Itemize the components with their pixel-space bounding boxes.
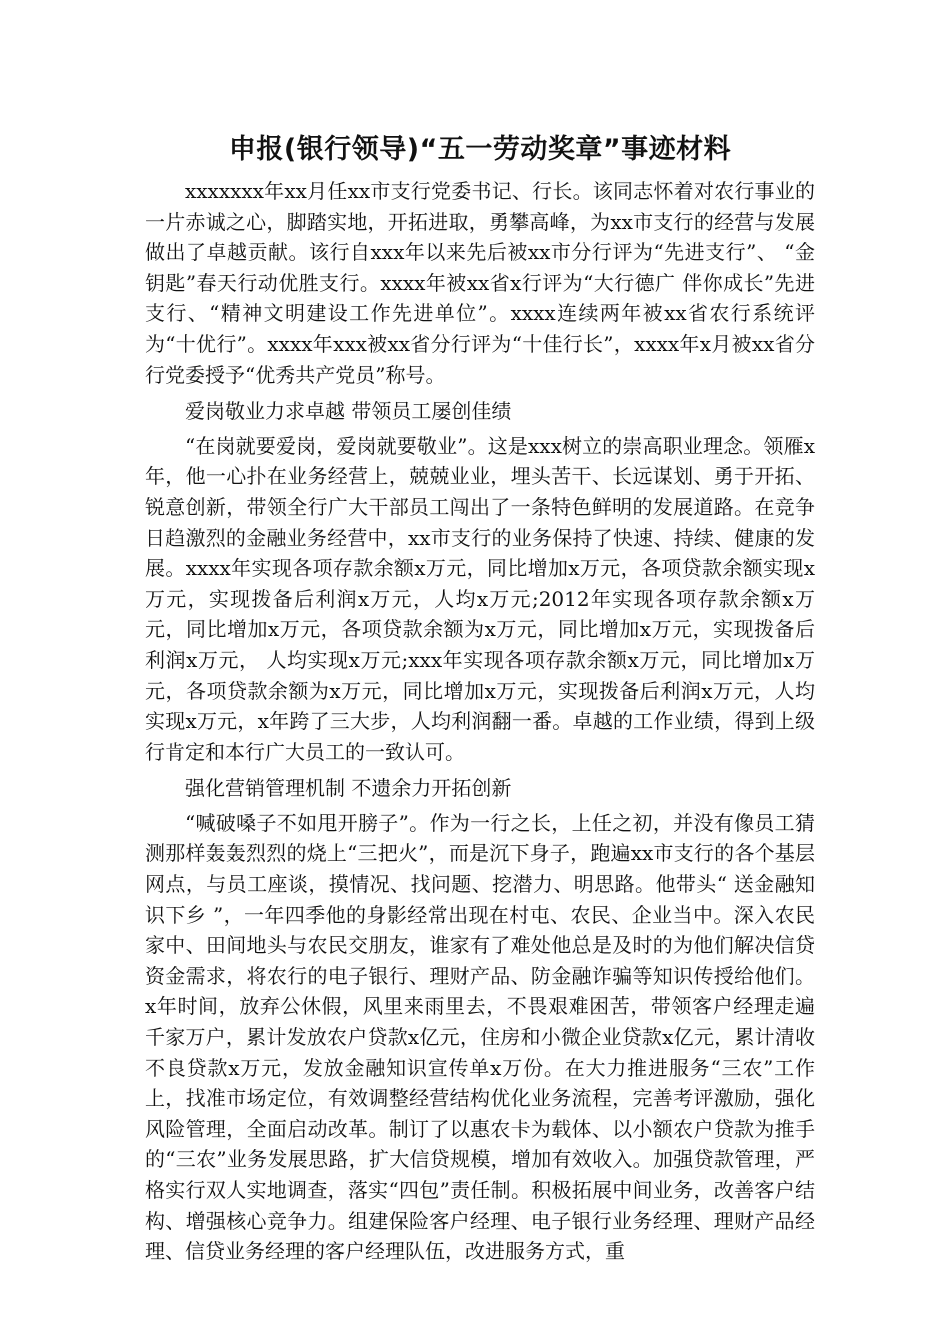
section-heading-1: 爱岗敬业力求卓越 带领员工屡创佳绩 [185,399,512,424]
section-heading-2: 强化营销管理机制 不遗余力开拓创新 [185,776,512,801]
document-page [145,128,815,1267]
section-body-2: “喊破嗓子不如甩开膀子”。作为一行之长，上任之初，并没有像员工猜测那样轰轰烈烈的烧上“三把火”，而是沉下身子，跑遍xx市支行的各个基层网点，与员工座谈，摸情况、找问题、挖潜力、明思路。他带头“ 送金融知识下乡 ”，一年四季他的身影经常出现在村屯、农民、企业当中。深入农民家中、田间地头与农民交朋友，谁家有了难处他总是及时的为他们解决信贷资金需求，将农行的电子银行、理财产品、防金融诈骗等知识传授给他们。x年时间，放弃公休假，风里来雨里去，不畏艰难困苦，带领客户经理走遍千家万户，累计发放农户贷款x亿元，住房和小微企业贷款x亿元，累计清收不良贷款x万元，发放金融知识宣传单x万份。在大力推进服务“三农”工作上，找准市场定位，有效调整经营结构优化业务流程，完善考评激励，强化风险管理，全面启动改革。制订了以惠农卡为载体、以小额农户贷款为推手的“三农”业务发展思路，扩大信贷规模，增加有效收入。加强贷款管理，严格实行双人实地调查，落实“四包”责任制。积极拓展中间业务，改善客户结构、增强核心竞争力。组建保险客户经理、电子银行业务经理、理财产品经理、信贷业务经理的客户经理队伍，改进服务方式，重 [145,810,815,1264]
intro-paragraph: xxxxxxx年xx月任xx市支行党委书记、行长。该同志怀着对农行事业的一片赤诚之心，脚踏实地，开拓进取，勇攀高峰，为xx市支行的经营与发展做出了卓越贡献。该行自xxx年以来先后被xx市分行评为“先进支行”、 “金钥匙”春天行动优胜支行。xxxx年被xx省x行评为“大行德广 伴你成长”先进支行、“精神文明建设工作先进单位”。xxxx连续两年被xx省农行系统评为“十优行”。xxxx年xxx被xx省分行评为“十佳行长”，xxxx年x月被xx省分行党委授予“优秀共产党员”称号。 [145,179,815,387]
section-body-1: “在岗就要爱岗，爱岗就要敬业”。这是xxx树立的崇高职业理念。领雁x年，他一心扑在业务经营上，兢兢业业，埋头苦干、长远谋划、勇于开拓、锐意创新，带领全行广大干部员工闯出了一条特色鲜明的发展道路。在竞争日趋激烈的金融业务经营中，xx市支行的业务保持了快速、持续、健康的发展。xxxx年实现各项存款余额x万元，同比增加x万元，各项贷款余额实现x万元，实现拨备后利润x万元，人均x万元;2012年实现各项存款余额x万元，同比增加x万元，各项贷款余额为x万元，同比增加x万元，实现拨备后利润x万元， 人均实现x万元;xxx年实现各项存款余额x万元，同比增加x万元，各项贷款余额为x万元，同比增加x万元，实现拨备后利润x万元，人均实现x万元，x年跨了三大步，人均利润翻一番。卓越的工作业绩，得到上级行肯定和本行广大员工的一致认可。 [145,433,815,764]
document-title: 申报(银行领导)“五一劳动奖章”事迹材料 [228,134,732,165]
